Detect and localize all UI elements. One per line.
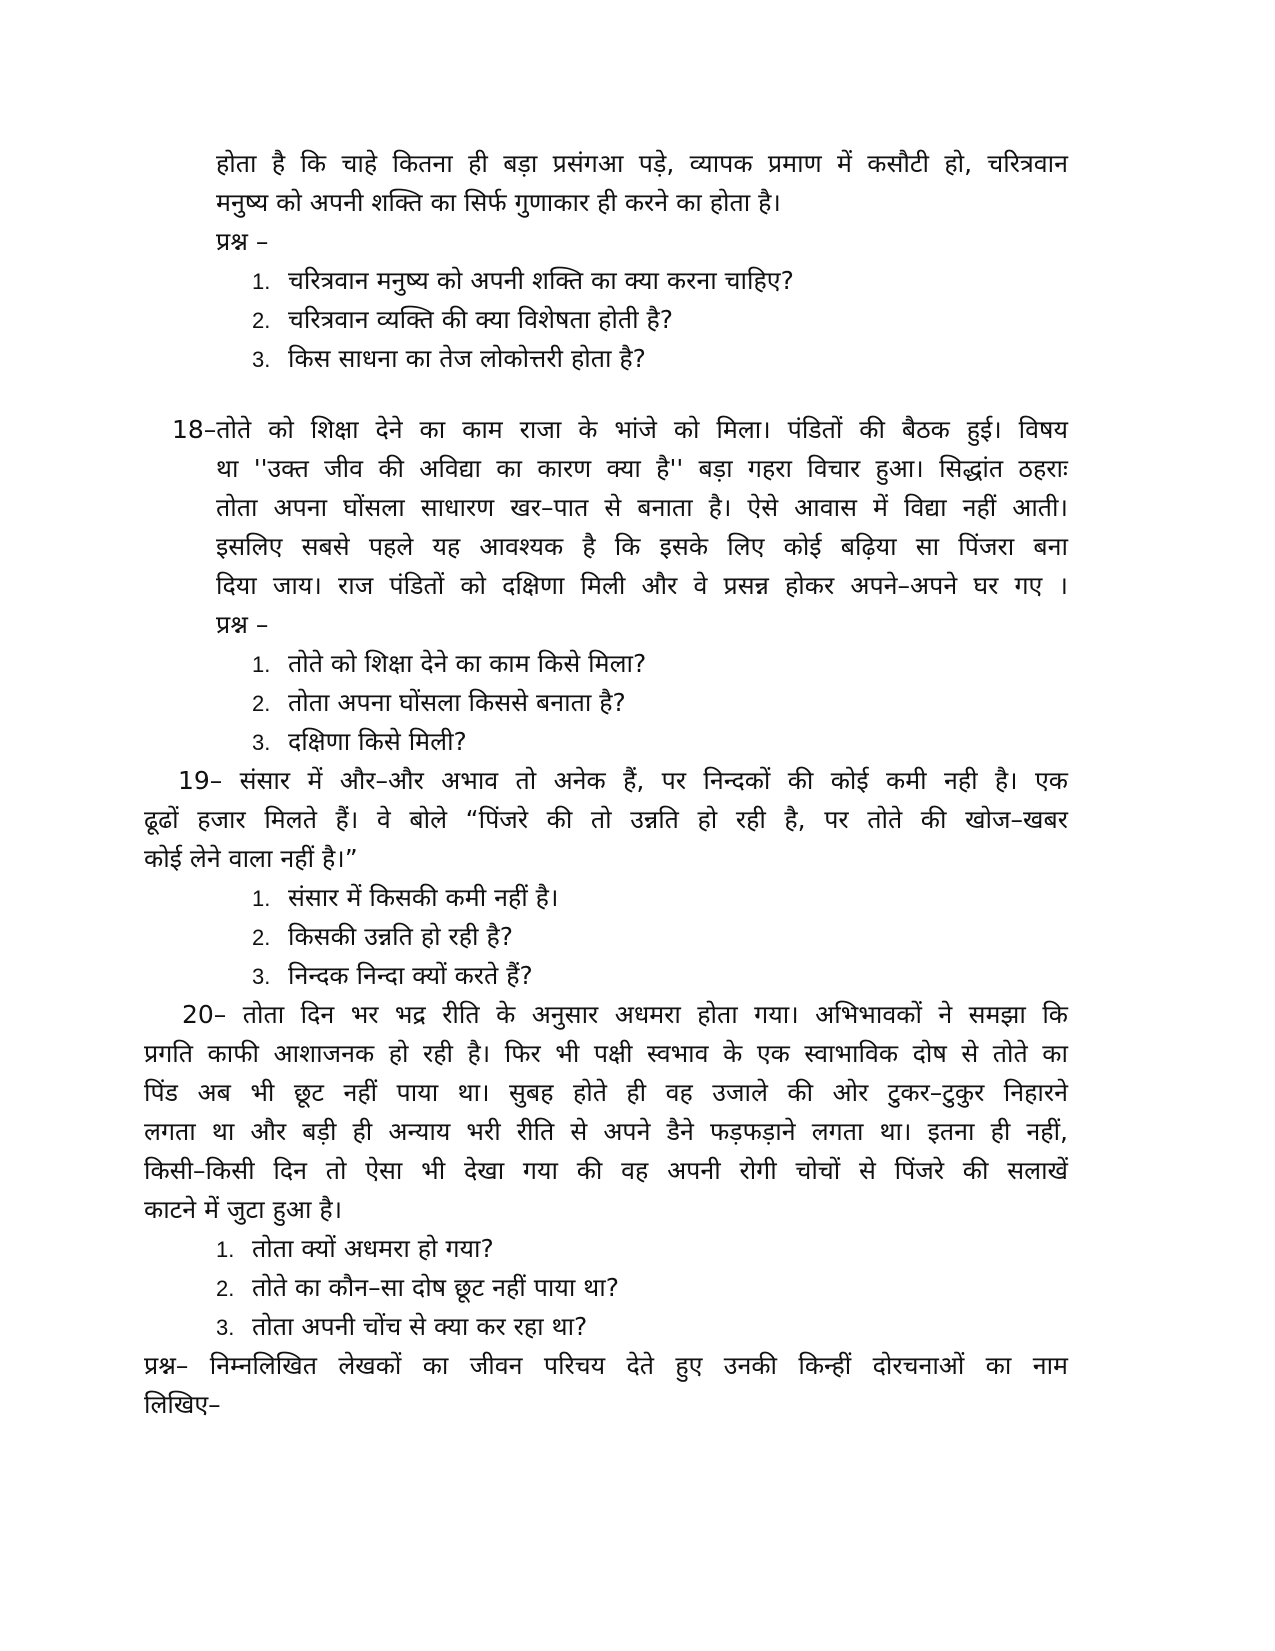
question-17-1: 1. चरित्रवान मनुष्य को अपनी शक्ति का क्या करना चाहिए? — [252, 266, 794, 295]
question-18-2: 2. तोता अपना घोंसला किससे बनाता है? — [252, 688, 626, 717]
passage-20-line-5: किसी–किसी दिन तो ऐसा भी देखा गया की वह अपनी रोगी चोचों से पिंजरे की सलाखें — [144, 1156, 1068, 1185]
passage-19-line-1: 19– संसार में और–और अभाव तो अनेक हैं, पर निन्दकों की कोई कमी नही है। एक — [178, 766, 1068, 795]
passage-17-line-1: होता है कि चाहे कितना ही बड़ा प्रसंगआ पड़े, व्यापक प्रमाण में कसौटी हो, चरित्रवान — [216, 149, 1068, 178]
passage-18-line-2: था ''उक्त जीव की अविद्या का कारण क्या है'' बड़ा गहरा विचार हुआ। सिद्धांत ठहराः — [216, 454, 1068, 483]
passage-18-line-4: इसलिए सबसे पहले यह आवश्यक है कि इसके लिए कोई बढ़िया सा पिंजरा बना — [216, 532, 1068, 561]
question-label-17: प्रश्न – — [216, 227, 269, 256]
question-19-3: 3. निन्दक निन्दा क्यों करते हैं? — [252, 961, 533, 990]
question-19-2: 2. किसकी उन्नति हो रही है? — [252, 922, 513, 951]
passage-18-line-3: तोता अपना घोंसला साधारण खर–पात से बनाता है। ऐसे आवास में विद्या नहीं आती। — [216, 493, 1068, 522]
passage-20-line-1: 20– तोता दिन भर भद्र रीति के अनुसार अधमरा होता गया। अभिभावकों ने समझा कि — [182, 1000, 1068, 1029]
question-19-1: 1. संसार में किसकी कमी नहीं है। — [252, 883, 559, 912]
question-17-3: 3. किस साधना का तेज लोकोत्तरी होता है? — [252, 344, 646, 373]
final-question-line-2: लिखिए– — [144, 1390, 221, 1419]
question-17-2: 2. चरित्रवान व्यक्ति की क्या विशेषता होती है? — [252, 305, 674, 334]
passage-20-line-6: काटने में जुटा हुआ है। — [144, 1195, 343, 1224]
passage-20-line-4: लगता था और बड़ी ही अन्याय भरी रीति से अपने डैने फड़फड़ाने लगता था। इतना ही नहीं, — [144, 1117, 1068, 1146]
question-20-2: 2. तोते का कौन–सा दोष छूट नहीं पाया था? — [216, 1273, 620, 1302]
question-20-1: 1. तोता क्यों अधमरा हो गया? — [216, 1234, 494, 1263]
passage-19-line-2: ढूढों हजार मिलते हैं। वे बोले “पिंजरे की तो उन्नति हो रही है, पर तोते की खोज–खबर — [144, 805, 1068, 834]
passage-18-line-5: दिया जाय। राज पंडितों को दक्षिणा मिली और वे प्रसन्न होकर अपने–अपने घर गए । — [216, 571, 1068, 600]
passage-20-line-2: प्रगति काफी आशाजनक हो रही है। फिर भी पक्षी स्वभाव के एक स्वाभाविक दोष से तोते का — [144, 1039, 1068, 1068]
passage-19-line-3: कोई लेने वाला नहीं है।” — [144, 844, 358, 873]
passage-18-line-1: 18–तोते को शिक्षा देने का काम राजा के भांजे को मिला। पंडितों की बैठक हुई। विषय — [172, 415, 1068, 444]
question-label-18: प्रश्न – — [216, 610, 269, 639]
final-question-line-1: प्रश्न– निम्नलिखित लेखकों का जीवन परिचय देते हुए उनकी किन्हीं दोरचनाओं का नाम — [144, 1351, 1068, 1380]
question-20-3: 3. तोता अपनी चोंच से क्या कर रहा था? — [216, 1312, 588, 1341]
passage-20-line-3: पिंड अब भी छूट नहीं पाया था। सुबह होते ही वह उजाले की ओर टुकर–टुकुर निहारने — [144, 1078, 1068, 1107]
question-18-1: 1. तोते को शिक्षा देने का काम किसे मिला? — [252, 649, 647, 678]
passage-17-line-2: मनुष्य को अपनी शक्ति का सिर्फ गुणाकार ही करने का होता है। — [216, 188, 781, 217]
question-18-3: 3. दक्षिणा किसे मिली? — [252, 727, 467, 756]
